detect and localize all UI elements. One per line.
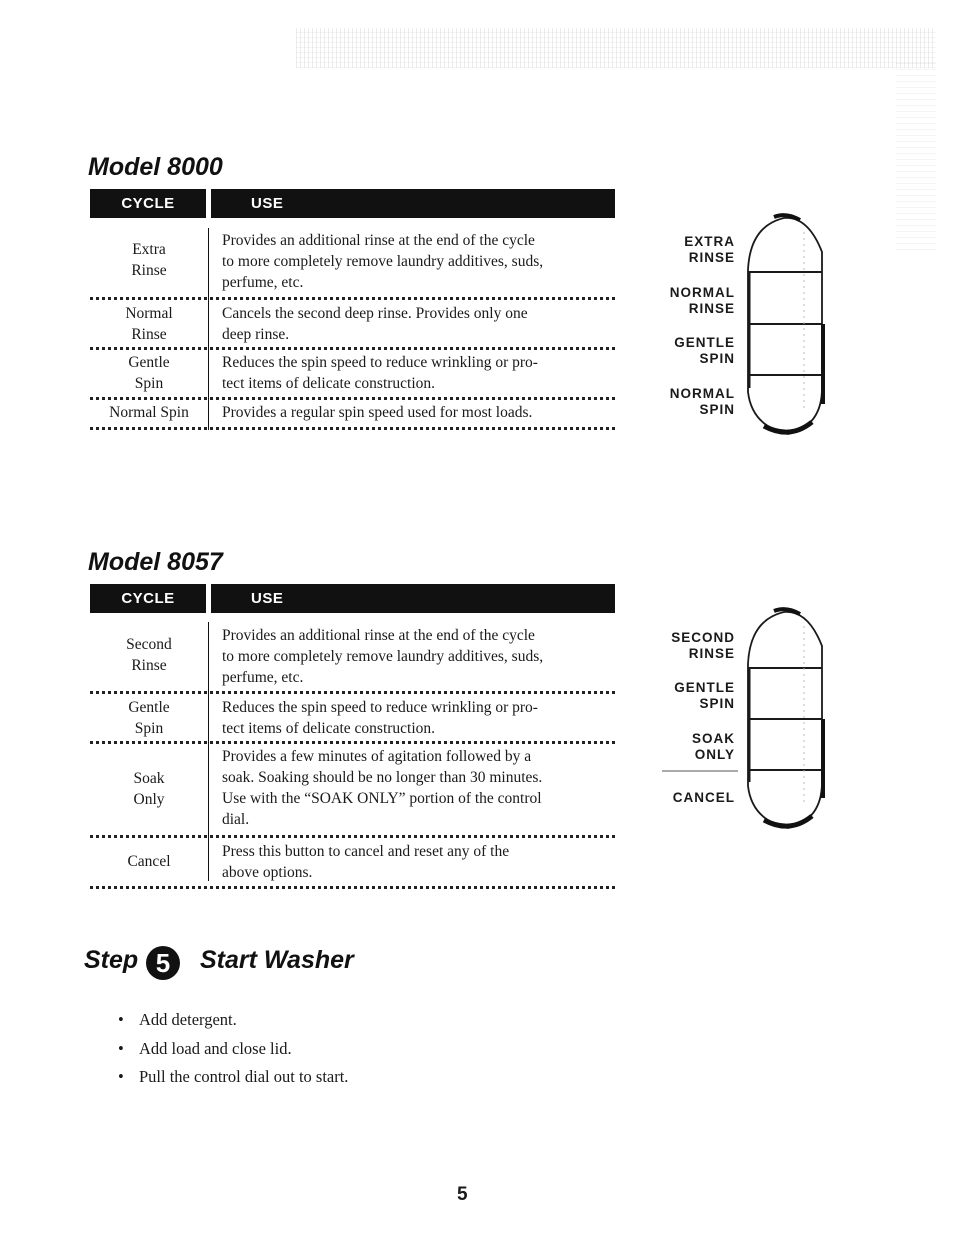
dial-label: CANCEL <box>672 790 735 805</box>
cycle-cell: Second Rinse <box>126 636 172 674</box>
dial-label: SECOND RINSE <box>671 630 735 661</box>
dial-label: GENTLE SPIN <box>674 680 735 711</box>
list-item: • Add load and close lid. <box>118 1038 292 1058</box>
table-header <box>90 189 615 218</box>
cycle-cell: Normal Spin <box>109 404 189 421</box>
list-item: • Pull the control dial out to start. <box>118 1067 349 1086</box>
model-8000-title: Model 8000 <box>88 153 223 181</box>
scan-artifact-top <box>296 28 936 68</box>
table-header <box>90 584 615 613</box>
model-8000-rows <box>90 228 615 430</box>
table-row <box>90 744 615 838</box>
table-row <box>90 622 615 694</box>
use-cell: Provides a few minutes of agitation followed by a soak. Soaking should be no longer than 30 minutes. Use with the “SOAK ONLY” portion of the control dial. <box>222 748 543 828</box>
cycle-cell: Normal Rinse <box>125 305 173 343</box>
model-8000-table <box>90 189 615 218</box>
use-cell: Cancels the second deep rinse. Provides only one deep rinse. <box>222 305 528 343</box>
use-cell: Provides an additional rinse at the end of the cycle to more completely remove laundry additives, suds, perfume, etc. <box>222 232 544 291</box>
table-row <box>90 838 615 889</box>
table-row <box>90 300 615 350</box>
step-bullet-list <box>118 1006 348 1092</box>
step-title: Start Washer <box>200 946 354 974</box>
table-row <box>90 400 615 430</box>
use-header: USE <box>211 189 615 218</box>
table-row <box>90 694 615 744</box>
dial-label: NORMAL SPIN <box>669 386 735 417</box>
dial-label: SOAK ONLY <box>691 731 735 762</box>
step-word: Step <box>84 946 139 974</box>
model-8057-rows <box>90 622 615 889</box>
model-8057-title: Model 8057 <box>88 548 223 576</box>
use-cell: Reduces the spin speed to reduce wrinkling or pro- tect items of delicate construction. <box>222 699 538 737</box>
cycle-header: CYCLE <box>90 189 206 218</box>
scan-artifact-right <box>896 60 936 250</box>
use-header: USE <box>211 584 615 613</box>
use-cell: Reduces the spin speed to reduce wrinkling or pro- tect items of delicate construction. <box>222 354 538 392</box>
cycle-cell: Cancel <box>127 853 171 870</box>
use-cell: Provides an additional rinse at the end of the cycle to more completely remove laundry additives, suds, perfume, etc. <box>222 627 544 686</box>
cycle-cell: Soak Only <box>133 770 165 808</box>
cycle-cell: Extra Rinse <box>131 241 167 279</box>
use-cell: Provides a regular spin speed used for most loads. <box>222 404 533 421</box>
model-8057-table <box>90 584 615 613</box>
control-dial-icon <box>660 606 834 834</box>
table-row <box>90 350 615 400</box>
list-item: • Add detergent. <box>118 1010 237 1029</box>
dial-label: EXTRA RINSE <box>684 234 735 265</box>
dial-label: NORMAL RINSE <box>669 285 735 316</box>
page-number: 5 <box>457 1184 468 1205</box>
control-dial-icon <box>738 212 834 440</box>
table-row <box>90 228 615 300</box>
cycle-header: CYCLE <box>90 584 206 613</box>
use-cell: Press this button to cancel and reset any of the above options. <box>222 843 510 881</box>
dial-label: GENTLE SPIN <box>674 335 735 366</box>
step-number-badge: 5 <box>146 946 180 980</box>
cycle-cell: Gentle Spin <box>128 699 170 737</box>
cycle-cell: Gentle Spin <box>128 354 170 392</box>
